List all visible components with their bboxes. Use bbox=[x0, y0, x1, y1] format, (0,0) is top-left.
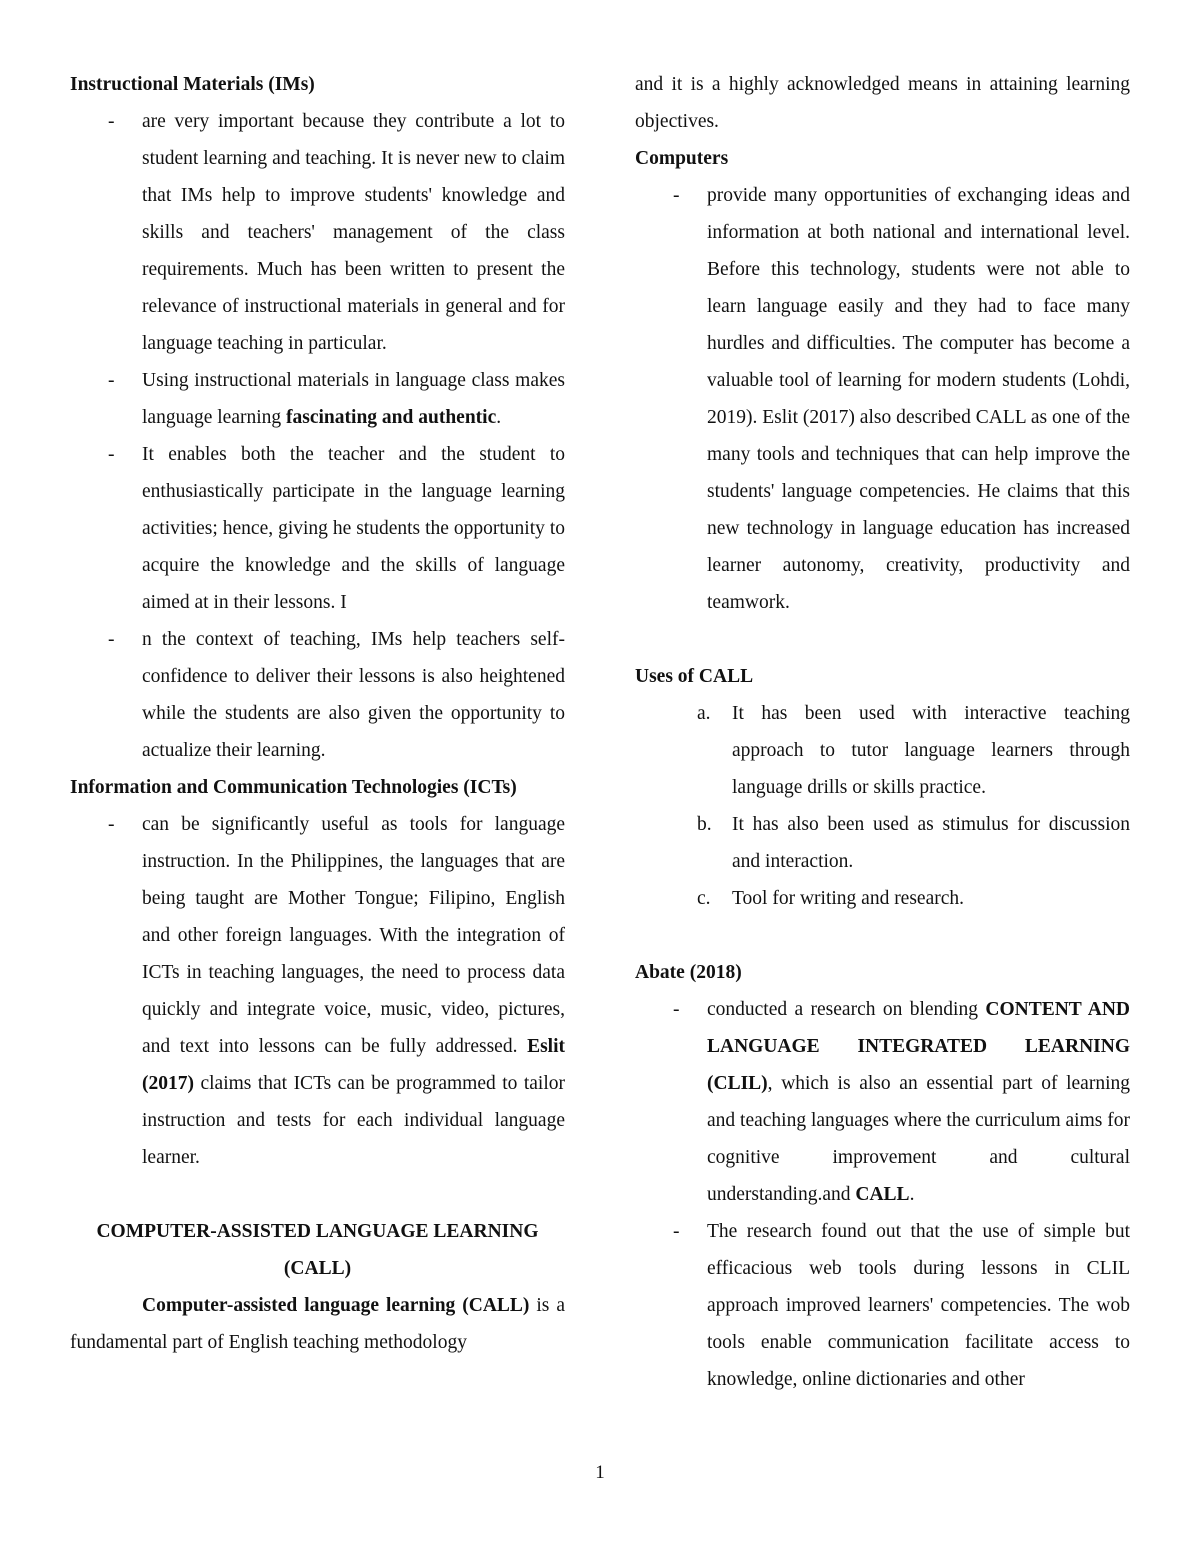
spacer bbox=[635, 621, 1130, 658]
abate-heading: Abate (2018) bbox=[635, 962, 742, 983]
bullet-dash: - bbox=[108, 370, 115, 391]
list-marker: c. bbox=[697, 888, 711, 909]
call-paragraph bbox=[70, 1287, 565, 1361]
left-column bbox=[70, 66, 565, 1361]
bullet-dash: - bbox=[108, 629, 115, 650]
ims-item-3 bbox=[70, 436, 565, 621]
uses-item-c-text: Tool for writing and research. bbox=[732, 888, 965, 909]
bullet-dash: - bbox=[673, 185, 680, 206]
icts-item-text-b: claims that ICTs can be programmed to tailor instruction and tests for each individual language learner. bbox=[142, 1073, 565, 1168]
ims-item-1 bbox=[70, 103, 565, 362]
bullet-dash: - bbox=[673, 1221, 680, 1242]
computers-item-text: provide many opportunities of exchanging ideas and information at both national and international level. Before this technology, students were not able to learn language easily and they had to face many hurdles and difficulties. The computer has become a valuable tool of learning for modern students (Lohdi, 2019). Eslit (2017) also described CALL as one of the many tools and techniques that can help improve the students' language competencies. He claims that this new technology in language education has increased learner autonomy, creativity, productivity and teamwork. bbox=[707, 185, 1130, 613]
right-column bbox=[635, 66, 1130, 1398]
spacer bbox=[635, 917, 1130, 954]
ims-item-4 bbox=[70, 621, 565, 769]
spacer bbox=[70, 1176, 565, 1213]
call-bold-term: Computer-assisted language learning (CALL) bbox=[142, 1295, 530, 1316]
icts-item-text-a: can be significantly useful as tools for language instruction. In the Philippines, the languages that are being taught are Mother Tongue; Filipino, English and other foreign languages. With the integration of ICTs in teaching languages, the need to process data quickly and integrate voice, music, video, pictures, and text into lessons can be fully addressed. bbox=[142, 814, 565, 1057]
call-heading-line-2: (CALL) bbox=[283, 1258, 352, 1279]
icts-item bbox=[70, 806, 565, 1176]
ims-item-2 bbox=[70, 362, 565, 436]
ims-item-1-text: are very important because they contribute a lot to student learning and teaching. It is never new to claim that IMs help to improve students' knowledge and skills and teachers' management of the class requirements. Much has been written to present the relevance of instructional materials in general and for language teaching in particular. bbox=[142, 111, 565, 354]
ims-item-2-text: Using instructional materials in language class makes language learning bbox=[142, 370, 565, 428]
icts-item-bold: Eslit (2017) bbox=[142, 1036, 565, 1094]
ims-item-2-bold: fascinating and authentic bbox=[286, 407, 497, 428]
page-number: 1 bbox=[595, 1462, 605, 1483]
computers-item bbox=[635, 177, 1130, 621]
uses-item-c bbox=[635, 880, 1130, 917]
list-marker: b. bbox=[697, 814, 712, 835]
call-heading-line-1: COMPUTER-ASSISTED LANGUAGE LEARNING bbox=[96, 1221, 539, 1242]
call-paragraph-text: is a fundamental part of English teaching methodology bbox=[70, 1295, 566, 1353]
abate-item-2 bbox=[635, 1213, 1130, 1398]
ims-item-2-end: . bbox=[496, 407, 502, 428]
abate-item-1-bold-2: CALL bbox=[855, 1184, 910, 1205]
bullet-dash: - bbox=[108, 444, 115, 465]
ims-heading: Instructional Materials (IMs) bbox=[70, 74, 315, 95]
abate-item-2-text: The research found out that the use of simple but efficacious web tools during lessons in CLIL approach improved learners' competencies. The wob tools enable communication facilitate access to knowledge, online dictionaries and other bbox=[707, 1221, 1130, 1390]
bullet-dash: - bbox=[673, 999, 680, 1020]
icts-heading: Information and Communication Technologies (ICTs) bbox=[70, 777, 517, 798]
bullet-dash: - bbox=[108, 814, 115, 835]
ims-item-4-text: n the context of teaching, IMs help teachers self-confidence to deliver their lessons is also heightened while the students are also given the opportunity to actualize their learning. bbox=[142, 629, 565, 761]
computers-heading: Computers bbox=[635, 148, 729, 169]
ims-item-3-text: It enables both the teacher and the student to enthusiastically participate in the language learning activities; hence, giving he students the opportunity to acquire the knowledge and the skills of language aimed at in their lessons. I bbox=[142, 444, 565, 613]
abate-item-1-text-b: , which is also an essential part of learning and teaching languages where the curriculum aims for cognitive improvement and cultural understanding.and bbox=[707, 1073, 1130, 1205]
bullet-dash: - bbox=[108, 111, 115, 132]
uses-heading: Uses of CALL bbox=[635, 666, 754, 687]
uses-item-a-text: It has been used with interactive teaching approach to tutor language learners through language drills or skills practice. bbox=[732, 703, 1130, 798]
abate-item-1-bold: CONTENT AND LANGUAGE INTEGRATED LEARNING (CLIL) bbox=[707, 999, 1130, 1094]
uses-item-b bbox=[635, 806, 1130, 880]
list-marker: a. bbox=[697, 703, 711, 724]
uses-item-b-text: It has also been used as stimulus for discussion and interaction. bbox=[732, 814, 1130, 872]
call-paragraph-continued: and it is a highly acknowledged means in attaining learning objectives. bbox=[635, 74, 1130, 132]
abate-item-1-text-a: conducted a research on blending bbox=[707, 999, 986, 1020]
uses-item-a bbox=[635, 695, 1130, 806]
abate-item-1 bbox=[635, 991, 1130, 1213]
abate-item-1-text-c: . bbox=[909, 1184, 915, 1205]
